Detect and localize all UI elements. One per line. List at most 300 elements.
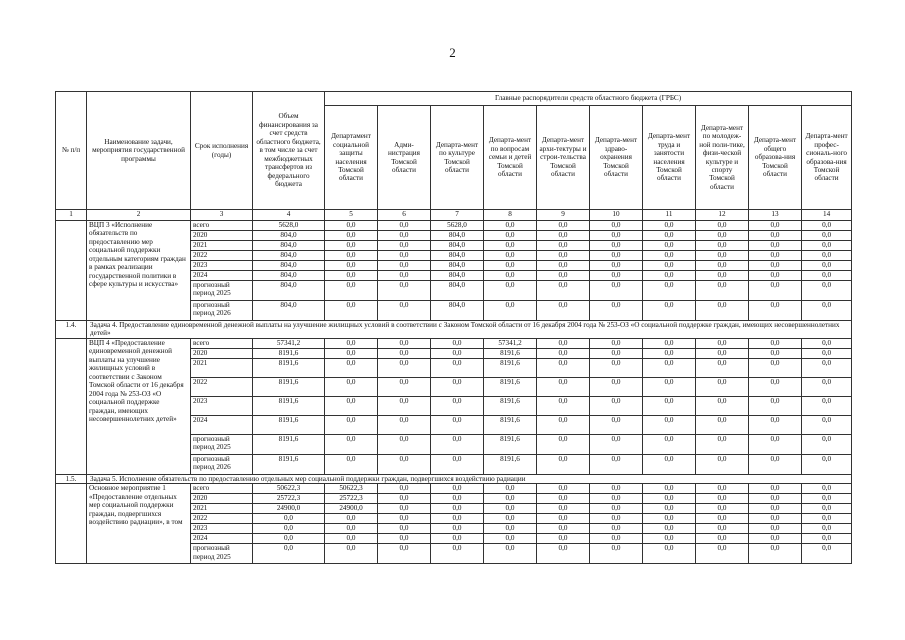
value-cell: 0,0 xyxy=(749,281,802,301)
term-cell: всего xyxy=(191,484,253,494)
value-cell: 0,0 xyxy=(325,434,378,454)
value-cell: 0,0 xyxy=(749,514,802,524)
value-cell: 0,0 xyxy=(325,241,378,251)
value-cell: 0,0 xyxy=(484,261,537,271)
value-cell: 24900,0 xyxy=(325,504,378,514)
value-cell: 0,0 xyxy=(643,338,696,348)
value-cell: 0,0 xyxy=(749,504,802,514)
value-cell: 0,0 xyxy=(643,494,696,504)
value-cell: 0,0 xyxy=(590,241,643,251)
value-cell: 0,0 xyxy=(590,231,643,241)
task-title: Задача 5. Исполнение обязательств по предоставлению отдельных мер социальной поддержки граждан, подвергшихся воздействию радиации xyxy=(87,474,852,483)
value-cell: 0,0 xyxy=(802,544,852,564)
value-cell: 0,0 xyxy=(696,396,749,415)
row-index-cell xyxy=(56,484,87,564)
value-cell: 0,0 xyxy=(749,415,802,434)
value-cell: 0,0 xyxy=(378,261,431,271)
value-cell: 0,0 xyxy=(590,494,643,504)
term-cell: прогнозный период 2025 xyxy=(191,434,253,454)
value-cell: 0,0 xyxy=(749,301,802,321)
term-cell: 2024 xyxy=(191,271,253,281)
activity-name: Основное мероприятие 1 «Предоставление отдельных мер социальной поддержки граждан, подвергшихся воздействию радиации», в том xyxy=(87,484,191,564)
value-cell: 0,0 xyxy=(537,454,590,474)
value-cell: 0,0 xyxy=(378,221,431,231)
value-cell: 0,0 xyxy=(537,221,590,231)
value-cell: 0,0 xyxy=(749,221,802,231)
value-cell: 0,0 xyxy=(537,301,590,321)
value-cell: 0,0 xyxy=(643,514,696,524)
value-cell: 0,0 xyxy=(749,358,802,377)
term-cell: 2022 xyxy=(191,514,253,524)
value-cell: 0,0 xyxy=(378,241,431,251)
value-cell: 0,0 xyxy=(537,415,590,434)
value-cell: 0,0 xyxy=(484,231,537,241)
value-cell: 0,0 xyxy=(378,454,431,474)
value-cell: 0,0 xyxy=(325,415,378,434)
value-cell: 0,0 xyxy=(325,524,378,534)
value-cell: 0,0 xyxy=(749,524,802,534)
column-number: 7 xyxy=(431,210,484,221)
value-cell: 0,0 xyxy=(802,271,852,281)
value-cell: 0,0 xyxy=(643,484,696,494)
value-cell: 0,0 xyxy=(590,281,643,301)
value-cell: 0,0 xyxy=(537,484,590,494)
term-cell: 2022 xyxy=(191,377,253,396)
header-grbs-5: Департа-мент архи-тектуры и строи-тельства Томской области xyxy=(537,106,590,210)
value-cell: 804,0 xyxy=(253,271,325,281)
value-cell: 0,0 xyxy=(325,534,378,544)
column-number: 8 xyxy=(484,210,537,221)
value-cell: 0,0 xyxy=(696,251,749,261)
value-cell: 5628,0 xyxy=(431,221,484,231)
header-grbs-6: Департа-мент здраво-охранения Томской области xyxy=(590,106,643,210)
term-cell: всего xyxy=(191,338,253,348)
page-number: 2 xyxy=(449,45,456,60)
value-cell: 0,0 xyxy=(696,377,749,396)
term-cell: всего xyxy=(191,221,253,231)
value-cell: 0,0 xyxy=(643,281,696,301)
value-cell: 0,0 xyxy=(643,231,696,241)
value-cell: 0,0 xyxy=(378,504,431,514)
term-cell: 2023 xyxy=(191,261,253,271)
value-cell: 0,0 xyxy=(802,251,852,261)
value-cell: 0,0 xyxy=(431,338,484,348)
value-cell: 0,0 xyxy=(431,434,484,454)
header-grbs-1: Департамент социальной защиты населения Томской области xyxy=(325,106,378,210)
value-cell: 0,0 xyxy=(378,231,431,241)
value-cell: 0,0 xyxy=(253,534,325,544)
column-number: 4 xyxy=(253,210,325,221)
header-name: Наименование задачи, мероприятия государственной программы xyxy=(87,92,191,210)
value-cell: 0,0 xyxy=(643,271,696,281)
row-index-cell xyxy=(56,338,87,474)
value-cell: 0,0 xyxy=(325,301,378,321)
value-cell: 0,0 xyxy=(696,524,749,534)
value-cell: 804,0 xyxy=(253,241,325,251)
value-cell: 0,0 xyxy=(590,301,643,321)
value-cell: 0,0 xyxy=(590,415,643,434)
value-cell: 0,0 xyxy=(696,281,749,301)
value-cell: 0,0 xyxy=(537,434,590,454)
value-cell: 0,0 xyxy=(431,454,484,474)
value-cell: 0,0 xyxy=(643,534,696,544)
value-cell: 0,0 xyxy=(378,494,431,504)
value-cell: 0,0 xyxy=(749,377,802,396)
value-cell: 0,0 xyxy=(484,504,537,514)
value-cell: 0,0 xyxy=(378,544,431,564)
value-cell: 0,0 xyxy=(590,261,643,271)
value-cell: 0,0 xyxy=(325,377,378,396)
value-cell: 0,0 xyxy=(802,504,852,514)
value-cell: 804,0 xyxy=(253,301,325,321)
value-cell: 0,0 xyxy=(325,231,378,241)
value-cell: 0,0 xyxy=(484,251,537,261)
value-cell: 0,0 xyxy=(590,221,643,231)
column-number: 10 xyxy=(590,210,643,221)
value-cell: 0,0 xyxy=(590,396,643,415)
value-cell: 0,0 xyxy=(749,348,802,358)
value-cell: 0,0 xyxy=(590,358,643,377)
value-cell: 0,0 xyxy=(378,534,431,544)
financing-table xyxy=(55,91,852,564)
value-cell: 50622,3 xyxy=(325,484,378,494)
column-number: 2 xyxy=(87,210,191,221)
value-cell: 0,0 xyxy=(802,494,852,504)
header-grbs-9: Департа-мент общего образова-ния Томской области xyxy=(749,106,802,210)
value-cell: 0,0 xyxy=(378,396,431,415)
value-cell: 0,0 xyxy=(431,348,484,358)
value-cell: 0,0 xyxy=(696,348,749,358)
value-cell: 0,0 xyxy=(749,484,802,494)
value-cell: 0,0 xyxy=(696,454,749,474)
value-cell: 0,0 xyxy=(590,348,643,358)
value-cell: 0,0 xyxy=(590,524,643,534)
header-grbs-8: Департа-мент по молодеж-ной поли-тике, физи-ческой культуре и спорту Томской области xyxy=(696,106,749,210)
value-cell: 0,0 xyxy=(749,434,802,454)
value-cell: 50622,3 xyxy=(253,484,325,494)
value-cell: 804,0 xyxy=(431,231,484,241)
value-cell: 804,0 xyxy=(431,261,484,271)
value-cell: 0,0 xyxy=(484,301,537,321)
value-cell: 0,0 xyxy=(378,301,431,321)
value-cell: 0,0 xyxy=(378,348,431,358)
value-cell: 0,0 xyxy=(802,524,852,534)
value-cell: 8191,6 xyxy=(484,377,537,396)
value-cell: 804,0 xyxy=(253,231,325,241)
value-cell: 0,0 xyxy=(590,504,643,514)
task-number: 1.5. xyxy=(56,474,87,483)
value-cell: 0,0 xyxy=(696,271,749,281)
term-cell: 2020 xyxy=(191,348,253,358)
value-cell: 0,0 xyxy=(643,301,696,321)
value-cell: 0,0 xyxy=(325,281,378,301)
value-cell: 0,0 xyxy=(643,544,696,564)
value-cell: 0,0 xyxy=(696,301,749,321)
value-cell: 0,0 xyxy=(325,454,378,474)
value-cell: 0,0 xyxy=(696,261,749,271)
value-cell: 0,0 xyxy=(590,251,643,261)
value-cell: 0,0 xyxy=(802,434,852,454)
value-cell: 0,0 xyxy=(749,231,802,241)
value-cell: 0,0 xyxy=(749,271,802,281)
column-number: 1 xyxy=(56,210,87,221)
term-cell: 2024 xyxy=(191,415,253,434)
value-cell: 0,0 xyxy=(590,271,643,281)
value-cell: 0,0 xyxy=(643,415,696,434)
value-cell: 0,0 xyxy=(431,514,484,524)
value-cell: 0,0 xyxy=(749,396,802,415)
value-cell: 25722,3 xyxy=(325,494,378,504)
value-cell: 8191,6 xyxy=(484,358,537,377)
term-cell: 2020 xyxy=(191,231,253,241)
value-cell: 0,0 xyxy=(484,514,537,524)
value-cell: 0,0 xyxy=(749,454,802,474)
value-cell: 0,0 xyxy=(431,484,484,494)
value-cell: 0,0 xyxy=(643,504,696,514)
value-cell: 0,0 xyxy=(696,534,749,544)
value-cell: 8191,6 xyxy=(253,415,325,434)
value-cell: 0,0 xyxy=(802,534,852,544)
value-cell: 0,0 xyxy=(325,271,378,281)
column-number: 14 xyxy=(802,210,852,221)
value-cell: 0,0 xyxy=(696,514,749,524)
value-cell: 0,0 xyxy=(537,524,590,534)
value-cell: 0,0 xyxy=(431,524,484,534)
value-cell: 804,0 xyxy=(253,261,325,271)
value-cell: 0,0 xyxy=(431,544,484,564)
value-cell: 0,0 xyxy=(537,377,590,396)
value-cell: 0,0 xyxy=(325,338,378,348)
value-cell: 0,0 xyxy=(484,534,537,544)
term-cell: 2021 xyxy=(191,504,253,514)
header-term: Срок исполнения (годы) xyxy=(191,92,253,210)
value-cell: 0,0 xyxy=(537,544,590,564)
value-cell: 0,0 xyxy=(590,454,643,474)
term-cell: 2023 xyxy=(191,396,253,415)
term-cell: прогнозный период 2026 xyxy=(191,301,253,321)
value-cell: 0,0 xyxy=(696,544,749,564)
value-cell: 0,0 xyxy=(431,377,484,396)
value-cell: 0,0 xyxy=(696,434,749,454)
value-cell: 0,0 xyxy=(749,251,802,261)
header-grbs-10: Департа-мент профес-сиональ-ного образова-ния Томской области xyxy=(802,106,852,210)
value-cell: 0,0 xyxy=(643,524,696,534)
value-cell: 0,0 xyxy=(696,484,749,494)
value-cell: 8191,6 xyxy=(484,454,537,474)
column-numbers-row xyxy=(56,210,852,221)
value-cell: 0,0 xyxy=(802,484,852,494)
value-cell: 0,0 xyxy=(802,348,852,358)
value-cell: 0,0 xyxy=(802,281,852,301)
value-cell: 0,0 xyxy=(537,348,590,358)
value-cell: 0,0 xyxy=(537,358,590,377)
value-cell: 0,0 xyxy=(484,484,537,494)
task-title: Задача 4. Предоставление единовременной денежной выплаты на улучшение жилищных условий в соответствии с Законом Томской области от 16 декабря 2004 года № 253-ОЗ «О социальной поддержке граждан, имеющих несовершеннолетних детей» xyxy=(87,321,852,339)
value-cell: 0,0 xyxy=(643,358,696,377)
task-number: 1.4. xyxy=(56,321,87,339)
table-body xyxy=(56,221,852,564)
value-cell: 0,0 xyxy=(749,261,802,271)
value-cell: 0,0 xyxy=(378,281,431,301)
header-volume: Объем финансирования за счет средств областного бюджета, в том числе за счет межбюджетных трансфертов из федерального бюджета xyxy=(253,92,325,210)
value-cell: 0,0 xyxy=(484,271,537,281)
value-cell: 0,0 xyxy=(431,415,484,434)
value-cell: 0,0 xyxy=(749,544,802,564)
task-row xyxy=(56,474,852,483)
value-cell: 0,0 xyxy=(749,534,802,544)
term-cell: прогнозный период 2025 xyxy=(191,544,253,564)
value-cell: 0,0 xyxy=(802,338,852,348)
row-index-cell xyxy=(56,221,87,321)
value-cell: 804,0 xyxy=(431,251,484,261)
value-cell: 0,0 xyxy=(484,544,537,564)
value-cell: 0,0 xyxy=(590,514,643,524)
activity-name: ВЦП 3 «Исполнение обязательств по предоставлению мер социальной поддержки отдельным категориям граждан в рамках реализации государственной политики в сфере культуры и искусства» xyxy=(87,221,191,321)
table-row xyxy=(56,221,852,231)
term-cell: прогнозный период 2026 xyxy=(191,454,253,474)
value-cell: 0,0 xyxy=(643,261,696,271)
header-grbs-3: Департа-мент по культуре Томской области xyxy=(431,106,484,210)
value-cell: 0,0 xyxy=(590,338,643,348)
value-cell: 0,0 xyxy=(537,271,590,281)
term-cell: 2021 xyxy=(191,358,253,377)
value-cell: 0,0 xyxy=(325,514,378,524)
header-grbs-group: Главные распорядители средств областного бюджета (ГРБС) xyxy=(325,92,852,106)
value-cell: 0,0 xyxy=(537,494,590,504)
table-row xyxy=(56,484,852,494)
value-cell: 0,0 xyxy=(325,544,378,564)
value-cell: 0,0 xyxy=(253,544,325,564)
value-cell: 0,0 xyxy=(537,281,590,301)
column-number: 6 xyxy=(378,210,431,221)
value-cell: 0,0 xyxy=(325,348,378,358)
value-cell: 8191,6 xyxy=(253,396,325,415)
value-cell: 0,0 xyxy=(431,504,484,514)
value-cell: 0,0 xyxy=(749,494,802,504)
value-cell: 5628,0 xyxy=(253,221,325,231)
value-cell: 0,0 xyxy=(643,348,696,358)
value-cell: 0,0 xyxy=(537,338,590,348)
value-cell: 0,0 xyxy=(378,338,431,348)
value-cell: 0,0 xyxy=(378,514,431,524)
value-cell: 0,0 xyxy=(802,241,852,251)
value-cell: 0,0 xyxy=(325,396,378,415)
term-cell: 2022 xyxy=(191,251,253,261)
value-cell: 0,0 xyxy=(643,377,696,396)
value-cell: 0,0 xyxy=(696,415,749,434)
value-cell: 804,0 xyxy=(431,241,484,251)
value-cell: 0,0 xyxy=(802,454,852,474)
value-cell: 8191,6 xyxy=(484,415,537,434)
value-cell: 0,0 xyxy=(696,241,749,251)
value-cell: 0,0 xyxy=(325,261,378,271)
value-cell: 0,0 xyxy=(643,221,696,231)
task-row xyxy=(56,321,852,339)
value-cell: 0,0 xyxy=(537,396,590,415)
value-cell: 0,0 xyxy=(325,251,378,261)
column-number: 3 xyxy=(191,210,253,221)
header-grbs-4: Департа-мент по вопросам семьи и детей Томской области xyxy=(484,106,537,210)
value-cell: 0,0 xyxy=(802,301,852,321)
term-cell: прогнозный период 2025 xyxy=(191,281,253,301)
value-cell: 0,0 xyxy=(590,377,643,396)
value-cell: 0,0 xyxy=(537,241,590,251)
value-cell: 0,0 xyxy=(802,221,852,231)
value-cell: 57341,2 xyxy=(484,338,537,348)
value-cell: 804,0 xyxy=(431,271,484,281)
value-cell: 0,0 xyxy=(696,221,749,231)
value-cell: 0,0 xyxy=(802,231,852,241)
header-grbs-7: Департа-мент труда и занятости населения Томской области xyxy=(643,106,696,210)
value-cell: 0,0 xyxy=(484,241,537,251)
value-cell: 57341,2 xyxy=(253,338,325,348)
value-cell: 25722,3 xyxy=(253,494,325,504)
value-cell: 0,0 xyxy=(431,396,484,415)
value-cell: 24900,0 xyxy=(253,504,325,514)
value-cell: 804,0 xyxy=(431,281,484,301)
column-number: 5 xyxy=(325,210,378,221)
value-cell: 0,0 xyxy=(749,338,802,348)
value-cell: 0,0 xyxy=(537,534,590,544)
value-cell: 0,0 xyxy=(802,396,852,415)
value-cell: 0,0 xyxy=(643,251,696,261)
value-cell: 0,0 xyxy=(590,434,643,454)
value-cell: 0,0 xyxy=(378,484,431,494)
table-row xyxy=(56,338,852,348)
value-cell: 804,0 xyxy=(253,251,325,261)
value-cell: 0,0 xyxy=(484,494,537,504)
value-cell: 0,0 xyxy=(253,514,325,524)
activity-name: ВЦП 4 «Предоставление единовременной денежной выплаты на улучшение жилищных условий в соответствии с Законом Томской области от 16 декабря 2004 года № 253-ОЗ «О социальной поддержке граждан, имеющих несовершеннолетних детей» xyxy=(87,338,191,474)
value-cell: 0,0 xyxy=(325,358,378,377)
value-cell: 0,0 xyxy=(378,524,431,534)
value-cell: 8191,6 xyxy=(253,377,325,396)
value-cell: 0,0 xyxy=(590,534,643,544)
value-cell: 0,0 xyxy=(537,504,590,514)
value-cell: 0,0 xyxy=(696,338,749,348)
value-cell: 0,0 xyxy=(537,514,590,524)
value-cell: 0,0 xyxy=(643,434,696,454)
term-cell: 2024 xyxy=(191,534,253,544)
value-cell: 0,0 xyxy=(643,241,696,251)
header-num: № п/п xyxy=(56,92,87,210)
value-cell: 8191,6 xyxy=(253,358,325,377)
value-cell: 0,0 xyxy=(378,271,431,281)
value-cell: 0,0 xyxy=(378,358,431,377)
value-cell: 0,0 xyxy=(696,504,749,514)
column-number: 9 xyxy=(537,210,590,221)
value-cell: 8191,6 xyxy=(253,434,325,454)
value-cell: 0,0 xyxy=(590,544,643,564)
value-cell: 0,0 xyxy=(484,221,537,231)
value-cell: 0,0 xyxy=(431,494,484,504)
value-cell: 0,0 xyxy=(484,524,537,534)
value-cell: 0,0 xyxy=(431,358,484,377)
term-cell: 2021 xyxy=(191,241,253,251)
value-cell: 0,0 xyxy=(802,377,852,396)
value-cell: 0,0 xyxy=(325,221,378,231)
value-cell: 0,0 xyxy=(431,534,484,544)
value-cell: 0,0 xyxy=(802,514,852,524)
value-cell: 0,0 xyxy=(253,524,325,534)
value-cell: 0,0 xyxy=(802,358,852,377)
value-cell: 0,0 xyxy=(749,241,802,251)
term-cell: 2020 xyxy=(191,494,253,504)
value-cell: 0,0 xyxy=(696,358,749,377)
value-cell: 0,0 xyxy=(802,261,852,271)
value-cell: 0,0 xyxy=(696,494,749,504)
value-cell: 804,0 xyxy=(431,301,484,321)
